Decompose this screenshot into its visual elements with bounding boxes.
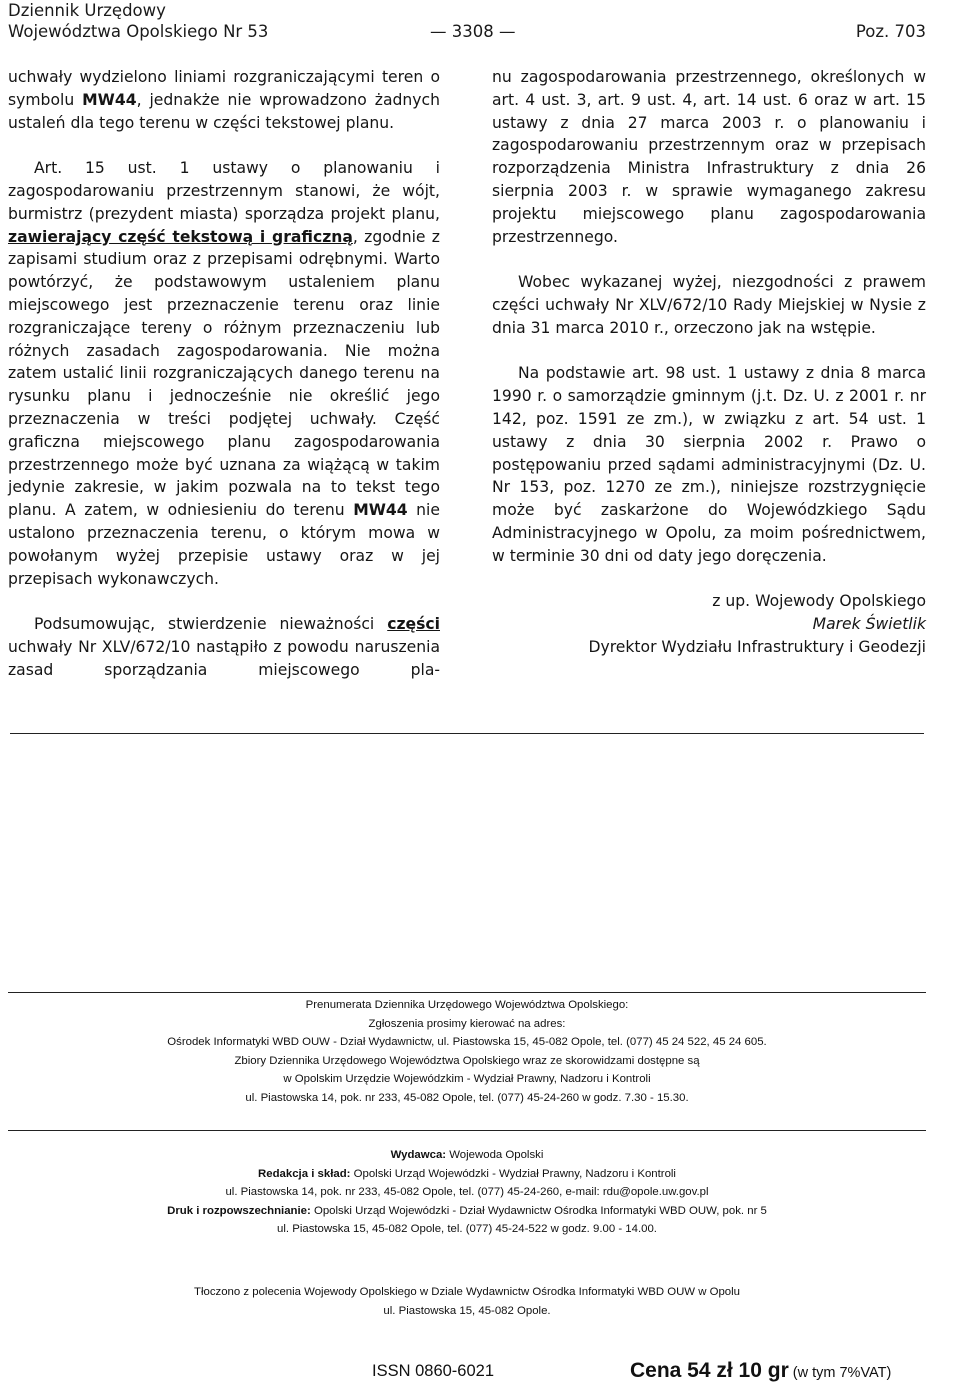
- spacer: [8, 134, 440, 157]
- position-number: Poz. 703: [855, 22, 926, 41]
- footer-line: Zgłoszenia prosimy kierować na adres:: [368, 1017, 566, 1030]
- spacer: [8, 590, 440, 613]
- publisher-info: [8, 1146, 926, 1239]
- spacer: [492, 248, 926, 271]
- paragraph: Wobec wykazanej wyżej, niezgodności z prawem części uchwały Nr XLV/672/10 Rady Miejskiej w Nysie z dnia 31 marca 2010 r., orzeczono jak na wstępie.: [492, 273, 926, 337]
- paragraph: nu zagospodarowania przestrzennego, określonych w art. 4 ust. 3, art. 9 ust. 4, art. 14 ust. 6 oraz w art. 15 ustawy z dnia 27 marca 2003 r. o planowaniu i zagospodarowaniu przestrzennym oraz w przepisach rozporządzenia Ministra Infrastruktury z dnia 26 sierpnia 2003 r. w sprawie wymaganego zakresu projektu miejscowego planu zagospodarowania przestrzennego.: [492, 68, 926, 246]
- footer-line: ul. Piastowska 15, 45-082 Opole, tel. (077) 45-24-522 w godz. 9.00 - 14.00.: [277, 1223, 657, 1236]
- divider: [8, 1130, 926, 1131]
- footer-line: Redakcja i skład: Opolski Urząd Wojewódzki - Wydział Prawny, Nadzoru i Kontroli: [258, 1167, 676, 1180]
- signatory-name: Marek Świetlik: [812, 615, 926, 634]
- spacer: [492, 568, 926, 591]
- journal-header: [8, 0, 268, 42]
- footer-line: ul. Piastowska 14, pok. nr 233, 45-082 Opole, tel. (077) 45-24-260, e-mail: rdu@opole.uw.gov.pl: [225, 1186, 709, 1199]
- paragraph: Podsumowując, stwierdzenie nieważności części uchwały Nr XLV/672/10 nastąpiło z powodu naruszenia zasad sporządzania miejscowego pla-: [8, 615, 440, 679]
- footer-line: Druk i rozpowszechnianie: Opolski Urząd Wojewódzki - Dział Wydawnictw Ośrodka Informatyki WBD OUW, pok. nr 5: [167, 1204, 767, 1217]
- emphasis-text: części: [387, 615, 440, 634]
- footer-line: Zbiory Dziennika Urzędowego Województwa Opolskiego wraz ze skorowidzami dostępne są: [234, 1054, 700, 1067]
- page-number: — 3308 —: [430, 22, 516, 41]
- signatory-title: Dyrektor Wydziału Infrastruktury i Geodezji: [588, 637, 926, 656]
- paragraph: Art. 15 ust. 1 ustawy o planowaniu i zagospodarowaniu przestrzennym stanowi, że wójt, burmistrz (prezydent miasta) sporządza projekt planu, zawierający część tekstową i graficzną, zgodnie z zapisami studium oraz z przepisami odrębnymi. Warto powtórzyć, że podstawowym ustaleniem planu miejscowego jest przeznaczenie terenu oraz linie rozgraniczające tereny o różnym przeznaczeniu lub różnych zasadach zagospodarowania. Nie można zatem ustalić linii rozgraniczających danego terenu na rysunku planu i jednocześnie nie określić jego przeznaczenia w treści podjętej uchwały. Część graficzna miejscowego planu zagospodarowania przestrzennego może być uznana za wiążącą w takim jedynie zakresie, w jakim pozwala na to tekst tego planu. A zatem, w odniesieniu do terenu MW44 nie ustalono przeznaczenia terenu, o którym mowa w powołanym wyżej przepisie ustawy oraz w jej przepisach wykonawczych.: [8, 159, 440, 588]
- emphasis-text: zawierający część tekstową i graficzną: [8, 227, 353, 246]
- signature-line: z up. Wojewody Opolskiego: [712, 592, 926, 611]
- journal-subtitle: Województwa Opolskiego Nr 53: [8, 22, 269, 41]
- footer-line: Wydawca: Wojewoda Opolski: [390, 1149, 544, 1161]
- paragraph: uchwały wydzielono liniami rozgraniczającymi teren o symbolu MW44, jednakże nie wprowadzono żadnych ustaleń dla tego terenu w części tekstowej planu.: [8, 68, 440, 132]
- footer-line: w Opolskim Urzędzie Wojewódzkim - Wydział Prawny, Nadzoru i Kontroli: [283, 1073, 651, 1086]
- journal-title: Dziennik Urzędowy: [8, 1, 166, 20]
- left-column: [8, 66, 440, 682]
- footer-line: ul. Piastowska 15, 45-082 Opole.: [383, 1304, 551, 1317]
- spacer: [492, 340, 926, 363]
- print-info: [8, 1283, 926, 1320]
- signature-block: [492, 590, 926, 658]
- right-column: [492, 66, 926, 659]
- footer-line: ul. Piastowska 14, pok. nr 233, 45-082 Opole, tel. (077) 45-24-260 w godz. 7.30 - 15.30.: [245, 1091, 689, 1104]
- footer-line: Prenumerata Dziennika Urzędowego Województwa Opolskiego:: [305, 999, 629, 1011]
- footer-line: Ośrodek Informatyki WBD OUW - Dział Wydawnictw, ul. Piastowska 15, 45-082 Opole, tel. (077) 45 24 522, 45 24 605.: [167, 1036, 767, 1049]
- footer-line: Tłoczono z polecenia Wojewody Opolskiego w Dziale Wydawnictw Ośrodka Informatyki WBD OUW w Opolu: [194, 1286, 740, 1298]
- divider: [10, 733, 924, 734]
- divider: [8, 992, 926, 993]
- issn-number: ISSN 0860-6021: [372, 1362, 495, 1380]
- subscription-info: [8, 996, 926, 1108]
- price: Cena 54 zł 10 gr (w tym 7%VAT): [630, 1359, 892, 1382]
- terrain-code: MW44: [82, 90, 137, 109]
- terrain-code: MW44: [353, 501, 408, 520]
- paragraph: Na podstawie art. 98 ust. 1 ustawy z dnia 8 marca 1990 r. o samorządzie gminnym (j.t. Dz. U. z 2001 r. nr 142, poz. 1591 ze zm.), w związku z art. 54 ust. 1 ustawy z dnia 30 sierpnia 2002 r. Prawo o postępowaniu przed sądami administracyjnymi (Dz. U. Nr 153, poz. 1270 ze zm.), niniejsze rozstrzygnięcie może być zaskarżone do Wojewódzkiego Sądu Administracyjnego w Opolu, za moim pośrednictwem, w terminie 30 dni od daty jego doręczenia.: [492, 364, 926, 565]
